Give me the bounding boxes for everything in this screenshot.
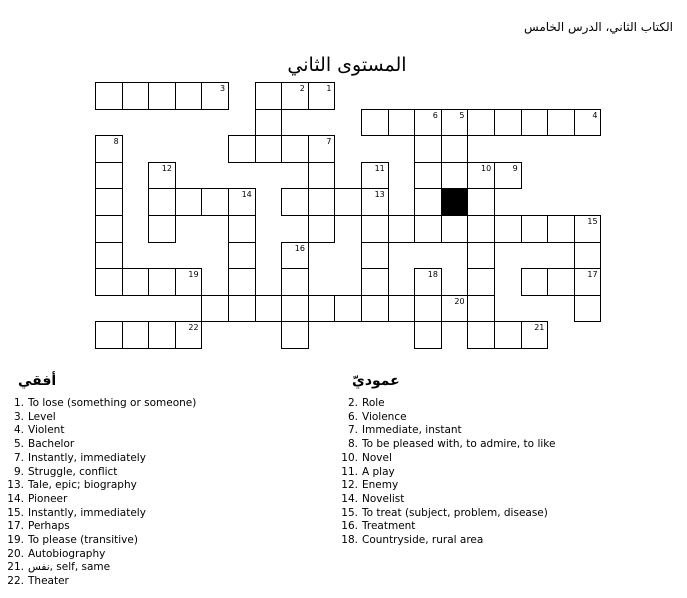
grid-cell[interactable] — [228, 242, 256, 270]
clue-number-17: 17 — [587, 270, 598, 280]
grid-cell[interactable] — [441, 162, 469, 190]
grid-cell[interactable] — [467, 215, 495, 243]
clue-num: 5. — [13, 438, 24, 451]
grid-cell[interactable] — [95, 82, 123, 110]
grid-cell[interactable] — [388, 215, 416, 243]
grid-cell[interactable] — [361, 268, 389, 296]
grid-cell[interactable] — [308, 188, 336, 216]
clue-number-11: 11 — [374, 163, 385, 173]
clue-num: 4. — [13, 424, 24, 437]
down-clue — [336, 493, 555, 507]
down-clue — [336, 452, 555, 466]
clue-num: 21. — [7, 561, 24, 574]
down-clue-list — [336, 397, 555, 548]
down-clue — [336, 397, 555, 411]
clue-num: 1. — [13, 397, 24, 409]
clue-number-2: 2 — [299, 84, 305, 93]
grid-cell[interactable] — [467, 109, 495, 137]
clue-text: Role — [362, 397, 385, 409]
down-clue — [336, 438, 555, 452]
grid-cell[interactable] — [414, 295, 442, 323]
clue-text: Theater — [28, 575, 69, 588]
clue-num: 18. — [341, 534, 358, 547]
grid-cell[interactable] — [547, 215, 575, 243]
grid-cell[interactable] — [334, 295, 362, 323]
clue-number-8: 8 — [113, 137, 119, 147]
grid-cell[interactable] — [148, 321, 176, 349]
grid-cell[interactable] — [148, 82, 176, 110]
grid-cell[interactable] — [228, 295, 256, 323]
clue-num: 9. — [13, 465, 24, 478]
grid-cell[interactable] — [521, 268, 549, 296]
grid-cell[interactable] — [361, 215, 389, 243]
clue-num: 19. — [7, 534, 24, 547]
clue-num: 17. — [7, 520, 24, 533]
clue-text: Tale, epic; biography — [28, 479, 137, 492]
grid-cell[interactable] — [574, 295, 602, 323]
grid-cell[interactable] — [414, 188, 442, 216]
clue-text: To treat (subject, problem, disease) — [362, 506, 548, 519]
clue-num: 7. — [13, 451, 24, 464]
grid-cell[interactable] — [308, 162, 336, 190]
across-clue — [2, 397, 196, 411]
grid-cell[interactable] — [201, 295, 229, 323]
grid-cell[interactable] — [521, 215, 549, 243]
grid-cell[interactable] — [281, 135, 309, 163]
grid-cell[interactable] — [148, 215, 176, 243]
grid-cell[interactable] — [255, 135, 283, 163]
clue-number-10: 10 — [481, 163, 492, 173]
clue-number-7: 7 — [326, 137, 332, 147]
clue-num: 11. — [341, 465, 358, 478]
grid-cell[interactable] — [388, 295, 416, 323]
grid-cell[interactable] — [574, 242, 602, 270]
grid-cell[interactable] — [547, 109, 575, 137]
clue-text: To please (transitive) — [28, 534, 138, 547]
grid-cell[interactable] — [122, 268, 150, 296]
grid-cell[interactable] — [441, 135, 469, 163]
clue-num: 10. — [341, 451, 358, 464]
grid-cell[interactable] — [95, 321, 123, 349]
grid-cell[interactable] — [467, 321, 495, 349]
grid-cell[interactable] — [95, 242, 123, 270]
grid-cell[interactable] — [95, 268, 123, 296]
across-clue-list — [2, 397, 196, 589]
down-clue — [336, 520, 555, 534]
clue-text: To lose (something or someone) — [28, 397, 197, 409]
page-title: المستوى الثاني — [287, 54, 407, 76]
clue-text: Pioneer — [28, 492, 68, 505]
grid-cell[interactable] — [494, 215, 522, 243]
down-clue — [336, 479, 555, 493]
across-clue — [2, 424, 196, 438]
grid-cell[interactable] — [228, 135, 256, 163]
grid-cell[interactable] — [201, 188, 229, 216]
grid-cell[interactable] — [494, 109, 522, 137]
clue-number-22: 22 — [188, 323, 199, 333]
grid-cell[interactable] — [547, 268, 575, 296]
grid-cell[interactable] — [414, 162, 442, 190]
clue-number-14: 14 — [241, 190, 252, 200]
grid-cell[interactable] — [281, 321, 309, 349]
across-clue — [2, 479, 196, 493]
clue-num: 2. — [347, 397, 358, 409]
clue-text: Novelist — [362, 492, 405, 505]
clue-text: Bachelor — [28, 438, 75, 451]
grid-cell[interactable] — [308, 215, 336, 243]
down-clue — [336, 466, 555, 480]
clue-text: Struggle, conflict — [28, 465, 118, 478]
clue-number-12: 12 — [161, 163, 172, 173]
grid-cell[interactable] — [467, 188, 495, 216]
grid-cell[interactable] — [255, 82, 283, 110]
grid-cell[interactable] — [467, 268, 495, 296]
grid-cell[interactable] — [255, 109, 283, 137]
grid-cell[interactable] — [228, 268, 256, 296]
clue-text: Immediate, instant — [362, 424, 462, 437]
grid-cell[interactable] — [175, 82, 203, 110]
down-clue — [336, 424, 555, 438]
grid-cell[interactable] — [467, 295, 495, 323]
grid-cell[interactable] — [95, 188, 123, 216]
grid-cell[interactable] — [334, 188, 362, 216]
clue-num: 14. — [341, 492, 358, 505]
down-clue — [336, 507, 555, 521]
grid-cell[interactable] — [122, 321, 150, 349]
clue-num: 7. — [347, 424, 358, 437]
grid-cell[interactable] — [95, 162, 123, 190]
clue-number-6: 6 — [432, 110, 438, 120]
grid-cell[interactable] — [281, 268, 309, 296]
grid-cell[interactable] — [148, 188, 176, 216]
grid-cell[interactable] — [361, 242, 389, 270]
clue-number-18: 18 — [427, 270, 438, 280]
clue-number-16: 16 — [294, 243, 305, 253]
clue-text: Violent — [28, 424, 65, 437]
grid-cell[interactable] — [308, 295, 336, 323]
across-clue — [2, 411, 196, 425]
down-clue — [336, 534, 555, 548]
across-clue — [2, 575, 196, 589]
grid-cell[interactable] — [95, 215, 123, 243]
clue-text: A play — [362, 465, 395, 478]
clue-text: Autobiography — [28, 547, 106, 560]
clue-text: Countryside, rural area — [362, 534, 484, 547]
grid-cell[interactable] — [494, 321, 522, 349]
clue-text: نفس, self, same — [28, 561, 111, 574]
grid-cell[interactable] — [414, 135, 442, 163]
clue-number-3: 3 — [220, 84, 226, 93]
grid-cell[interactable] — [122, 82, 150, 110]
clue-text: Enemy — [362, 479, 399, 492]
clue-number-5: 5 — [459, 110, 465, 120]
clue-number-20: 20 — [454, 296, 465, 306]
down-clue — [336, 411, 555, 425]
clue-text: Violence — [362, 410, 407, 423]
across-clue — [2, 561, 196, 575]
across-clue — [2, 507, 196, 521]
clue-num: 15. — [7, 506, 24, 519]
grid-cell[interactable] — [414, 321, 442, 349]
grid-cell[interactable] — [361, 109, 389, 137]
blocked-cell — [441, 188, 469, 216]
clue-num: 15. — [341, 506, 358, 519]
clue-num: 13. — [7, 479, 24, 492]
across-clue — [2, 493, 196, 507]
clue-num: 14. — [7, 492, 24, 505]
grid-cell[interactable] — [228, 215, 256, 243]
across-clue — [2, 452, 196, 466]
across-clue — [2, 534, 196, 548]
clue-text: Treatment — [362, 520, 416, 533]
clue-number-21: 21 — [534, 323, 545, 333]
grid-cell[interactable] — [255, 295, 283, 323]
across-heading: أفقي — [18, 373, 57, 389]
clue-num: 12. — [341, 479, 358, 492]
grid-cell[interactable] — [467, 242, 495, 270]
clue-text: Instantly, immediately — [28, 451, 146, 464]
across-clue — [2, 520, 196, 534]
grid-cell[interactable] — [441, 215, 469, 243]
grid-cell[interactable] — [175, 188, 203, 216]
across-clue — [2, 438, 196, 452]
clue-number-4: 4 — [592, 110, 598, 120]
across-clue — [2, 548, 196, 562]
clue-num: 20. — [7, 547, 24, 560]
clue-num: 22. — [7, 575, 24, 588]
grid-cell[interactable] — [281, 188, 309, 216]
header-note: الكتاب الثاني، الدرس الخامس — [524, 20, 673, 34]
across-clue — [2, 466, 196, 480]
grid-cell[interactable] — [388, 109, 416, 137]
clue-text: Instantly, immediately — [28, 506, 146, 519]
clue-number-19: 19 — [188, 270, 199, 280]
clue-num: 6. — [347, 410, 358, 423]
down-heading: عموديّ — [352, 373, 400, 389]
clue-num: 16. — [341, 520, 358, 533]
clue-text: Level — [28, 410, 56, 423]
clue-number-15: 15 — [587, 217, 598, 226]
clue-number-13: 13 — [374, 190, 385, 200]
clue-text: Novel — [362, 451, 392, 464]
clue-number-1: 1 — [326, 84, 332, 93]
grid-cell[interactable] — [414, 215, 442, 243]
grid-cell[interactable] — [281, 295, 309, 323]
clue-text: Perhaps — [28, 520, 70, 533]
grid-cell[interactable] — [148, 268, 176, 296]
clue-num: 3. — [13, 410, 24, 423]
clue-num: 8. — [347, 438, 358, 451]
grid-cell[interactable] — [361, 295, 389, 323]
grid-cell[interactable] — [521, 109, 549, 137]
clue-text: To be pleased with, to admire, to like — [362, 438, 556, 451]
clue-number-9: 9 — [512, 163, 518, 173]
